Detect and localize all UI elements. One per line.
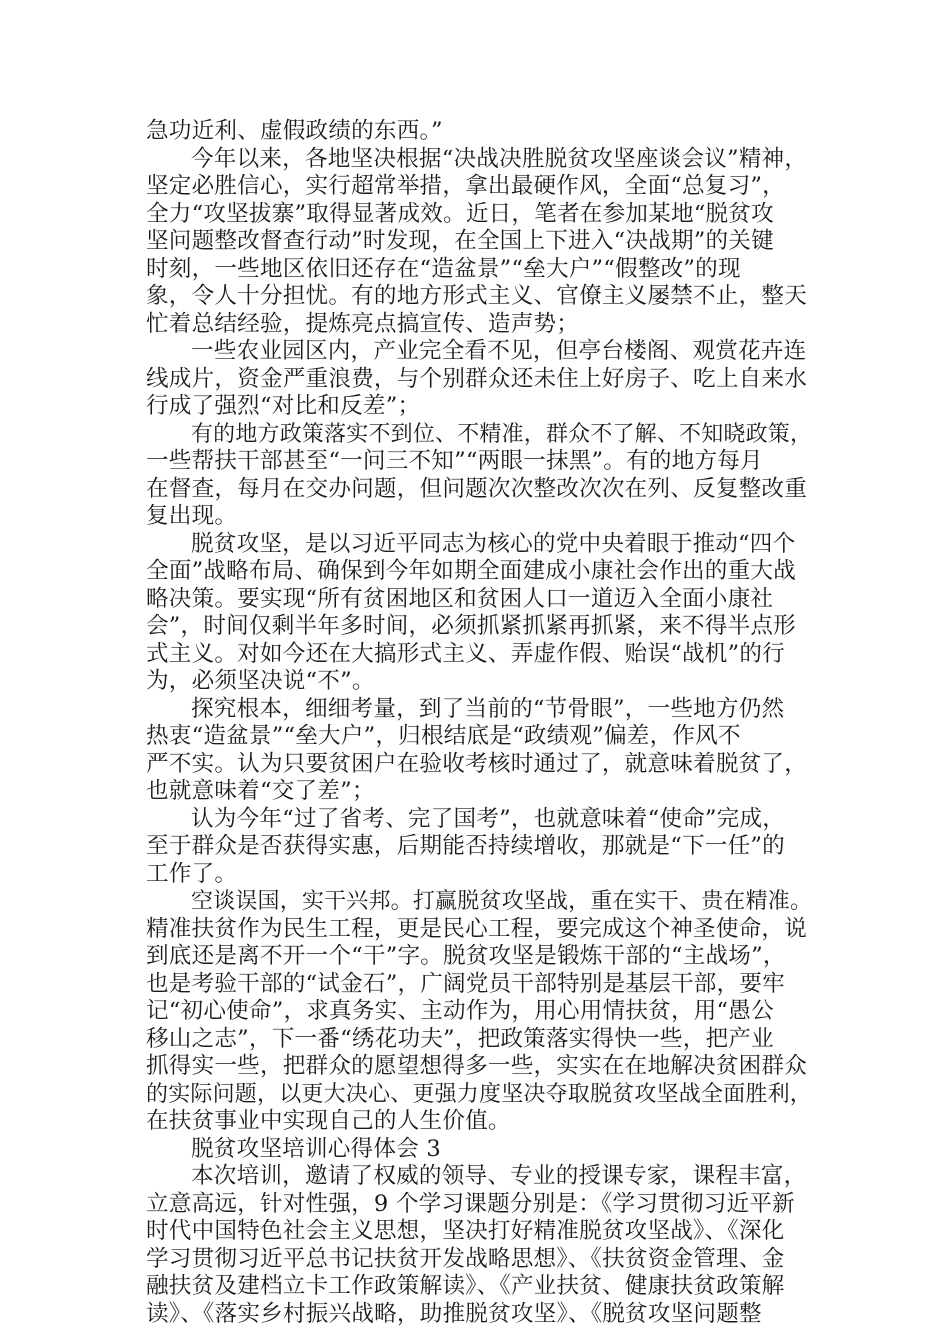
text-line: 严不实。认为只要贫困户在验收考核时通过了，就意味着脱贫了， — [146, 750, 808, 777]
text-line: 在扶贫事业中实现自己的人生价值。 — [146, 1108, 511, 1134]
text-line: 本次培训，邀请了权威的领导、专业的授课专家，课程丰富， — [191, 1163, 807, 1189]
text-line: 认为今年“过了省考、完了国考”，也就意味着“使命”完成， — [191, 805, 786, 832]
text-line: 立意高远，针对性强，9 个学习课题分别是：《学习贯彻习近平新 — [146, 1190, 795, 1217]
text-line: 行成了强烈“对比和反差”； — [146, 393, 421, 419]
text-line: 象，令人十分担忧。有的地方形式主义、官僚主义屡禁不止，整天 — [146, 283, 808, 309]
text-line: 时刻，一些地区依旧还存在“造盆景”“垒大户”“假整改”的现 — [146, 255, 741, 282]
document-body — [146, 118, 812, 1328]
text-line: 空谈误国，实干兴邦。打赢脱贫攻坚战，重在实干、贵在精准。 — [191, 889, 813, 914]
text-line: 一些帮扶干部甚至“一问三不知”“两眼一抹黑”。有的地方每月 — [146, 448, 763, 474]
text-line: 读》、《落实乡村振兴战略，助推脱贫攻坚》、《脱贫攻坚问题整 — [146, 1300, 762, 1327]
text-line: 的实际问题，以更大决心、更强力度坚决夺取脱贫攻坚战全面胜利， — [146, 1081, 813, 1107]
text-line: 抓得实一些，把群众的愿望想得多一些，实实在在地解决贫困群众 — [146, 1053, 808, 1079]
text-line: 忙着总结经验，提炼亮点搞宣传、造声势； — [146, 310, 580, 337]
text-line: 坚问题整改督查行动”时发现，在全国上下进入“决战期”的关键 — [146, 228, 774, 254]
text-line: 也就意味着“交了差”； — [146, 778, 375, 804]
text-line: 脱贫攻坚，是以习近平同志为核心的党中央着眼于推动“四个 — [191, 530, 796, 557]
text-line: 坚定必胜信心，实行超常举措，拿出最硬作风，全面“总复习”， — [146, 173, 785, 199]
text-line: 精准扶贫作为民生工程，更是民心工程，要完成这个神圣使命，说 — [146, 915, 808, 942]
text-line: 全力“攻坚拔寨”取得显著成效。近日，笔者在参加某地“脱贫攻 — [146, 200, 774, 227]
text-line: 为，必须坚决说“不”。 — [146, 668, 375, 694]
text-line: 记“初心使命”，求真务实、主动作为，用心用情扶贫，用“愚公 — [146, 998, 774, 1024]
text-line: 融扶贫及建档立卡工作政策解读》、《产业扶贫、健康扶贫政策解 — [146, 1273, 785, 1299]
text-line: 略决策。要实现“所有贫困地区和贫困人口一道迈入全面小康社 — [146, 585, 774, 612]
text-line: 线成片，资金严重浪费，与个别群众还未住上好房子、吃上自来水 — [146, 365, 808, 392]
text-line: 在督查，每月在交办问题，但问题次次整改次次在列、反复整改重 — [146, 475, 808, 502]
text-line: 全面”战略布局、确保到今年如期全面建成小康社会作出的重大战 — [146, 558, 796, 584]
text-line: 也是考验干部的“试金石”，广阔党员干部特别是基层干部，要牢 — [146, 970, 785, 997]
text-line: 到底还是离不开一个“干”字。脱贫攻坚是锻炼干部的“主战场”， — [146, 943, 786, 969]
text-line: 脱贫攻坚培训心得体会 3 — [191, 1135, 441, 1162]
text-line: 急功近利、虚假政绩的东西。” — [146, 118, 443, 144]
text-line: 复出现。 — [146, 503, 238, 529]
text-line: 移山之志”，下一番“绣花功夫”，把政策落实得快一些，把产业 — [146, 1025, 774, 1052]
text-line: 工作了。 — [146, 860, 238, 887]
text-line: 式主义。对如今还在大搞形式主义、弄虚作假、贻误“战机”的行 — [146, 640, 785, 667]
text-line: 热衷“造盆景”“垒大户”，归根结底是“政绩观”偏差，作风不 — [146, 723, 741, 749]
text-line: 至于群众是否获得实惠，后期能否持续增收，那就是“下一任”的 — [146, 833, 785, 859]
text-line: 一些农业园区内，产业完全看不见，但亭台楼阁、观赏花卉连 — [191, 338, 807, 364]
text-line: 今年以来，各地坚决根据“决战决胜脱贫攻坚座谈会议”精神， — [191, 145, 808, 172]
text-line: 有的地方政策落实不到位、不精准，群众不了解、不知晓政策， — [191, 421, 813, 447]
text-line: 探究根本，细细考量，到了当前的“节骨眼”，一些地方仍然 — [191, 695, 785, 722]
text-line: 学习贯彻习近平总书记扶贫开发战略思想》、《扶贫资金管理、金 — [146, 1245, 785, 1272]
text-line: 时代中国特色社会主义思想，坚决打好精准脱贫攻坚战》、《深化 — [146, 1218, 785, 1244]
text-line: 会”，时间仅剩半年多时间，必须抓紧抓紧再抓紧，来不得半点形 — [146, 613, 796, 639]
